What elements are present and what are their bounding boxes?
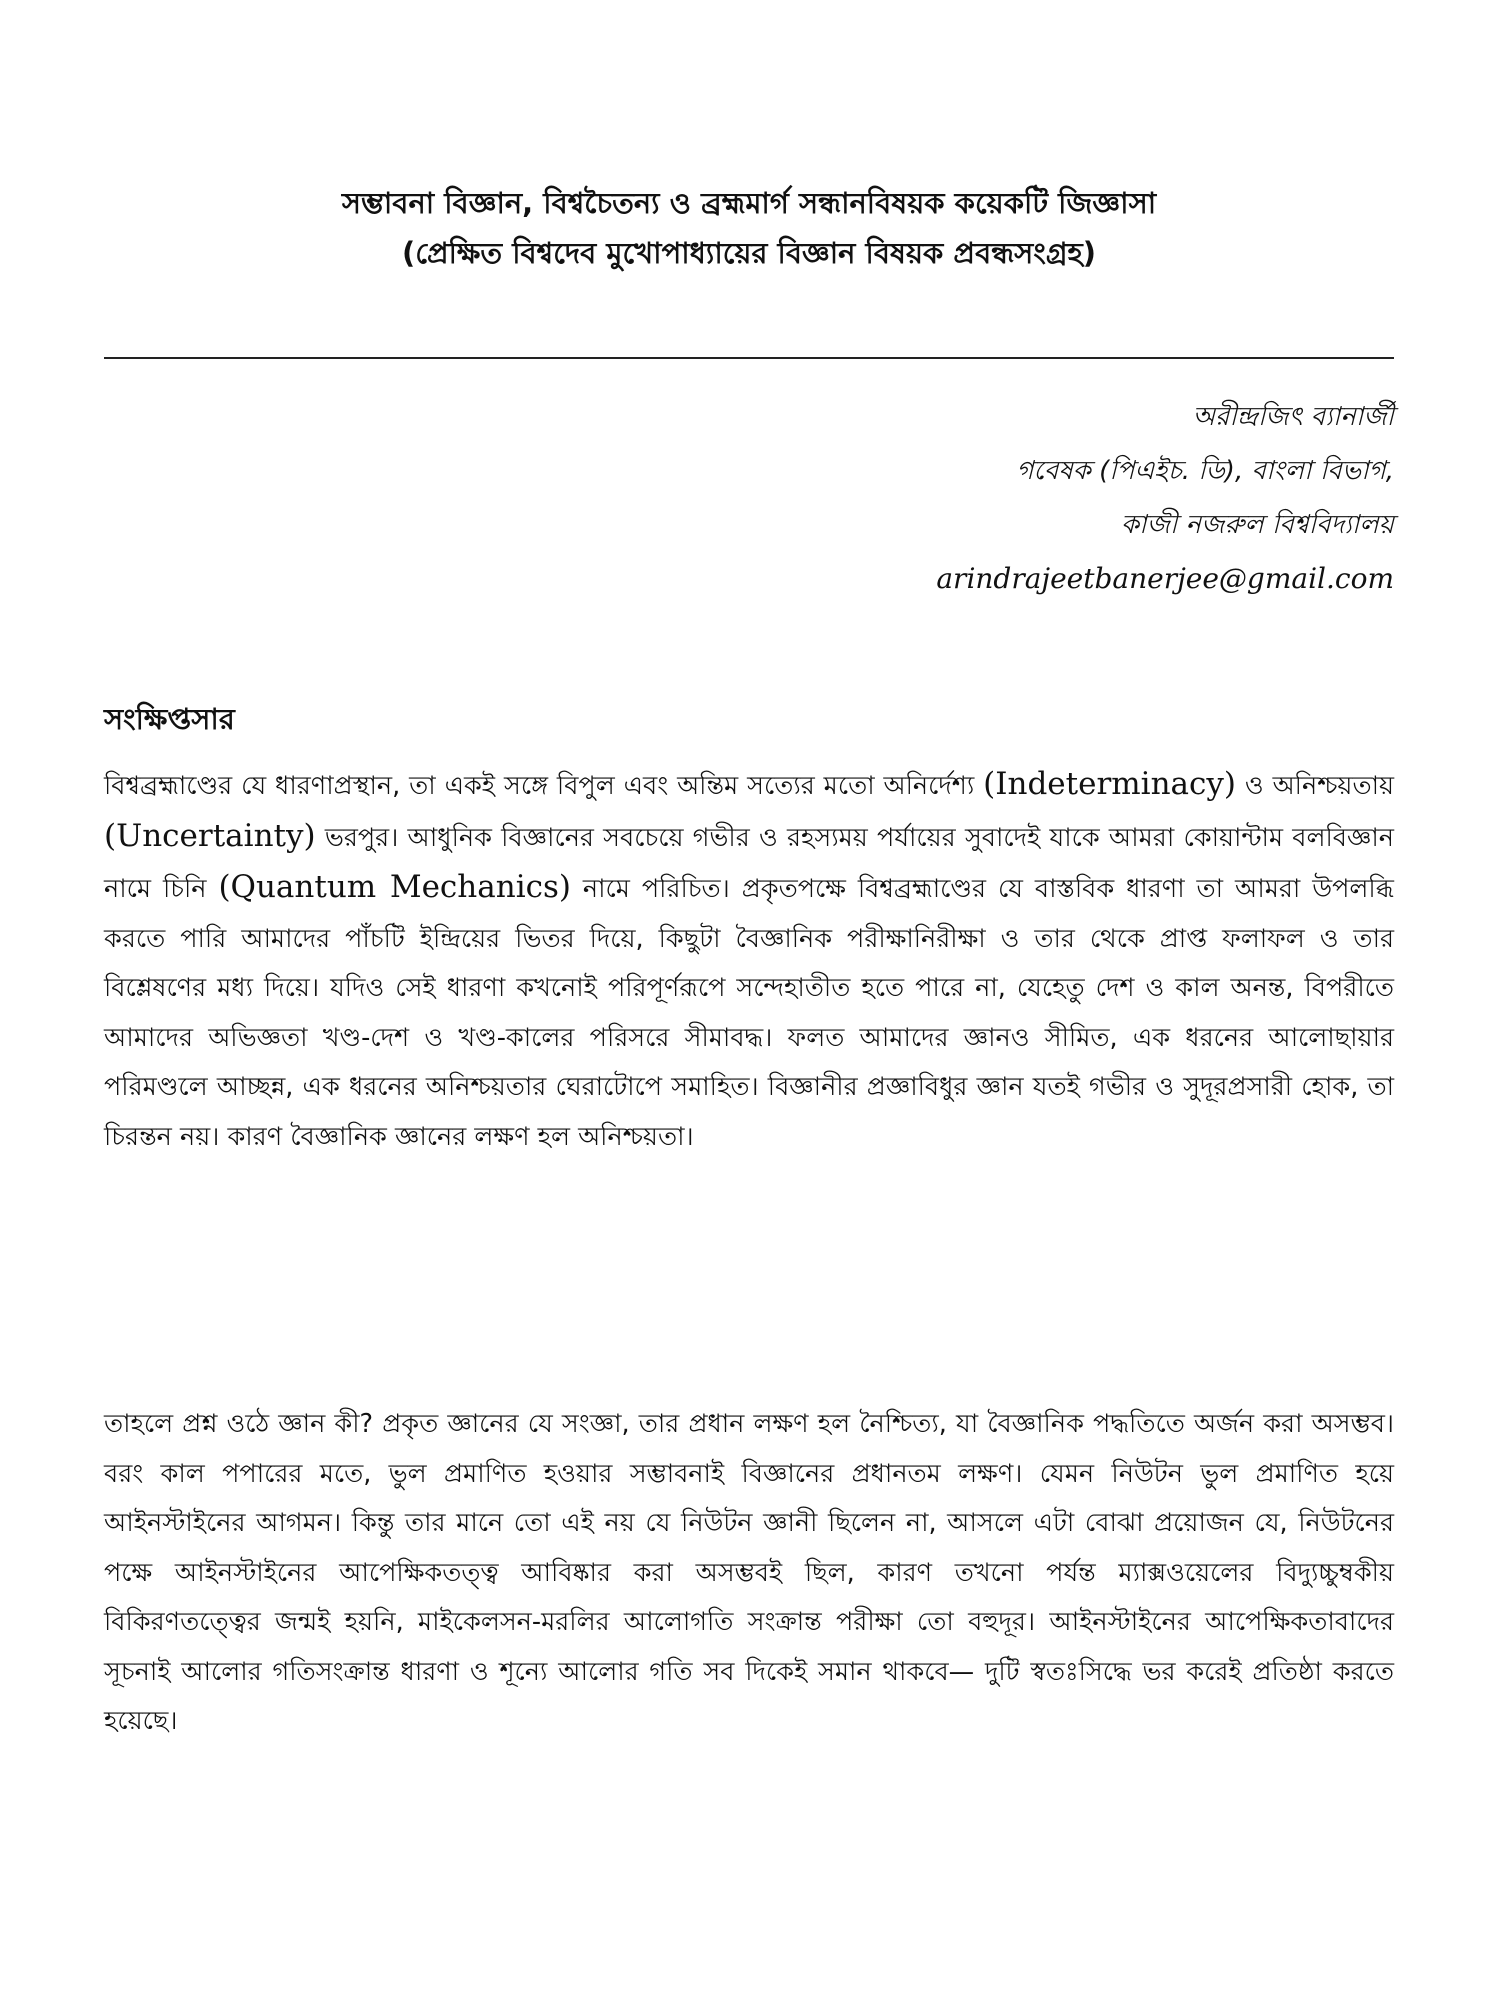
abstract-text-4: নামে পরিচিত। প্রকৃতপক্ষে বিশ্বব্রহ্মাণ্ডের যে বাস্তবিক ধারণা তা আমরা উপলব্ধি করতে পারি আমাদের পাঁচটি ইন্দ্রিয়ের ভিতর দিয়ে, কিছুটা বৈজ্ঞানিক পরীক্ষানিরীক্ষা ও তার থেকে প্রাপ্ত ফলাফল ও তার বিশ্লেষণের মধ্য দিয়ে। যদিও সেই ধারণা কখনোই পরিপূর্ণরূপে সন্দেহাতীত হতে পারে না, যেহেতু দেশ ও কাল অনন্ত, বিপরীতে আমাদের অভিজ্ঞতা খণ্ড-দেশ ও খণ্ড-কালের পরিসরে সীমাবদ্ধ। ফলত আমাদের জ্ঞানও সীমিত, এক ধরনের আলোছায়ার পরিমণ্ডলে আচ্ছন্ন, এক ধরনের অনিশ্চয়তার ঘেরাটোপে সমাহিত। বিজ্ঞানীর প্রজ্ঞাবিধুর জ্ঞান যতই গভীর ও সুদূরপ্রসারী হোক, তা চিরন্তন নয়। কারণ বৈজ্ঞানিক জ্ঞানের লক্ষণ হল অনিশ্চয়তা। xyxy=(104,874,1394,1152)
abstract-text-2: ও অনিশ্চয়তায় xyxy=(1236,771,1394,801)
author-designation: গবেষক (পিএইচ. ডি), বাংলা বিভাগ, xyxy=(1016,456,1394,486)
title-block xyxy=(104,188,1394,270)
abstract-text-1: বিশ্বব্রহ্মাণ্ডের যে ধারণাপ্রস্থান, তা একই সঙ্গে বিপুল এবং অন্তিম সত্যের মতো অনির্দেশ্য xyxy=(104,771,984,801)
abstract-text-3: ভরপুর। আধুনিক বিজ্ঞানের সবচেয়ে গভীর ও রহস্যময় পর্যায়ের সুবাদেই যাকে আমরা কোয়ান্টাম বলবিজ্ঞান নামে চিনি xyxy=(104,822,1394,904)
abstract-paragraph-2: তাহলে প্রশ্ন ওঠে জ্ঞান কী? প্রকৃত জ্ঞানের যে সংজ্ঞা, তার প্রধান লক্ষণ হল নৈশ্চিত্য, যা বৈজ্ঞানিক পদ্ধতিতে অর্জন করা অসম্ভব। বরং কাল পপারের মতে, ভুল প্রমাণিত হওয়ার সম্ভাবনাই বিজ্ঞানের প্রধানতম লক্ষণ। যেমন নিউটন ভুল প্রমাণিত হয়ে আইনস্টাইনের আগমন। কিন্তু তার মানে তো এই নয় যে নিউটন জ্ঞানী ছিলেন না, আসলে এটা বোঝা প্রয়োজন যে, নিউটনের পক্ষে আইনস্টাইনের আপেক্ষিকতত্ত্ব আবিষ্কার করা অসম্ভবই ছিল, কারণ তখনো পর্যন্ত ম্যাক্সওয়েলের বিদ্যুচ্চুম্বকীয় বিকিরণতত্ত্বের জন্মই হয়নি, মাইকেলসন-মরলির আলোগতি সংক্রান্ত পরীক্ষা তো বহুদূর। আইনস্টাইনের আপেক্ষিকতাবাদের সূচনাই আলোর গতিসংক্রান্ত ধারণা ও শূন্যে আলোর গতি সব দিকেই সমান থাকবে— দুটি স্বতঃসিদ্ধে ভর করেই প্রতিষ্ঠা করতে হয়েছে। xyxy=(104,1409,1394,1736)
author-block xyxy=(594,390,1394,606)
author-institution: কাজী নজরুল বিশ্ববিদ্যালয় xyxy=(1120,510,1394,540)
author-email: arindrajeetbanerjee@gmail.com xyxy=(936,562,1394,595)
author-name: অরীন্দ্রজিৎ ব্যানার্জী xyxy=(1192,402,1394,432)
document-page xyxy=(104,0,1394,2000)
term-quantum-mechanics: (Quantum Mechanics) xyxy=(218,869,571,905)
article-title: সম্ভাবনা বিজ্ঞান, বিশ্বচৈতন্য ও ব্রহ্মমার্গ সন্ধানবিষয়ক কয়েকটি জিজ্ঞাসা xyxy=(341,186,1157,220)
term-uncertainty: (Uncertainty) xyxy=(104,817,316,854)
abstract-paragraph-1 xyxy=(104,760,1394,1162)
abstract-heading: সংক্ষিপ্তসার xyxy=(104,702,235,736)
term-indeterminacy: (Indeterminacy) xyxy=(983,766,1236,802)
article-subtitle: (প্রেক্ষিত বিশ্বদেব মুখোপাধ্যায়ের বিজ্ঞান বিষয়ক প্রবন্ধসংগ্রহ) xyxy=(401,235,1097,270)
horizontal-rule xyxy=(104,357,1394,359)
